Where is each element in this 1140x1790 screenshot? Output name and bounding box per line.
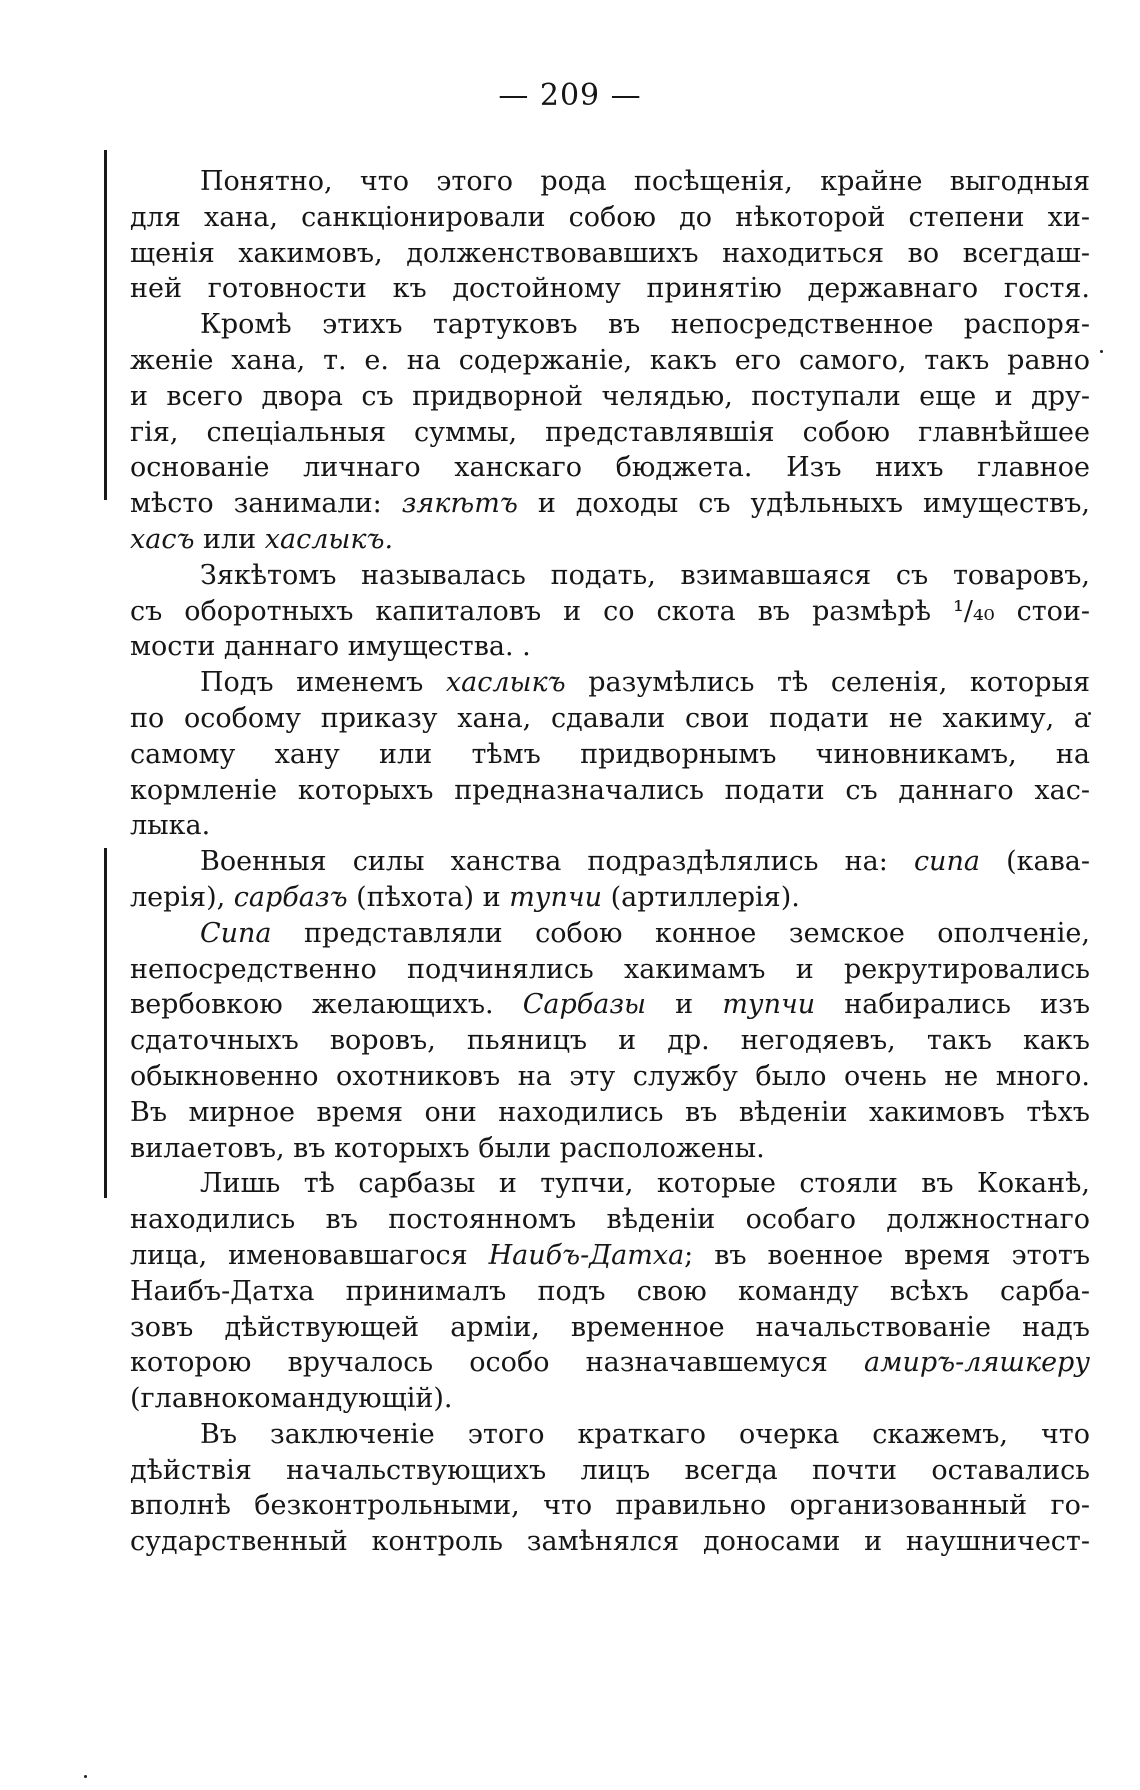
text-line: щенія хакимовъ, долженствовавшихъ находиться во всегдаш- (130, 237, 1090, 269)
text-line: Кромѣ этихъ тартуковъ въ непосредственное распоря- (200, 309, 1090, 341)
term-naib-datkha: Наибъ-Датха (488, 1239, 685, 1271)
paragraph (130, 1417, 1090, 1560)
paragraph (130, 164, 1090, 307)
term-khas: хасъ (130, 523, 195, 555)
text-line (130, 522, 1090, 558)
text-line: обыкновенно охотниковъ на эту службу было очень не много. (130, 1060, 1090, 1092)
text-fragment: вербовкою желающихъ. (130, 989, 523, 1021)
text-line: находились въ постоянномъ вѣденіи особаго должностнаго (130, 1204, 1090, 1236)
body-text (130, 164, 1090, 1560)
text-fragment: (пѣхота) и (347, 881, 510, 913)
text-fragment: или (194, 523, 265, 555)
term-khaslyk: хаслыкъ (445, 667, 566, 699)
paragraph (130, 844, 1090, 916)
text-fragment: (кава- (979, 846, 1090, 878)
margin-mark-bottom (104, 848, 107, 1198)
paragraph (130, 1166, 1090, 1417)
term-sipa: сипа (913, 846, 980, 878)
term-tupchi: тупчи (722, 989, 816, 1021)
text-line (130, 1238, 1090, 1274)
text-line: для хана, санкціонировали собою до нѣкоторой степени хи- (130, 201, 1090, 233)
text-line: кормленіе которыхъ предназначались подати съ даннаго хас- (130, 774, 1090, 806)
text-fragment: лица, именовавшагося (130, 1239, 489, 1271)
text-line (130, 916, 1090, 952)
text-line: Наибъ-Датха принималъ подъ свою команду всѣхъ сарба- (130, 1275, 1090, 1307)
text-line: Зякѣтомъ называлась подать, взимавшаяся съ товаровъ, (200, 559, 1090, 591)
text-fragment: набирались изъ (815, 989, 1090, 1021)
text-line: и всего двора съ придворной челядью, поступали еще и дру- (130, 380, 1090, 412)
text-line (130, 486, 1090, 522)
text-line: лыка. (130, 810, 211, 842)
text-line: ней готовности къ достойному принятію державнаго гостя. (130, 273, 1090, 305)
text-line: Въ мирное время они находились въ вѣденіи хакимовъ тѣхъ (130, 1096, 1090, 1128)
speck (1100, 350, 1103, 353)
text-line: самому хану или тѣмъ придворнымъ чиновникамъ, на (130, 738, 1090, 770)
text-fragment: и доходы съ удѣльныхъ имуществъ, (517, 488, 1091, 520)
speck (84, 1775, 87, 1778)
text-fragment: съ оборотныхъ капиталовъ и со скота въ размѣрѣ (130, 595, 954, 627)
text-line (130, 844, 1090, 880)
text-fragment: которою вручалось особо назначавшемуся (130, 1347, 865, 1379)
text-line (130, 665, 1090, 701)
text-line: сударственный контроль замѣнялся доносами и наушничест- (130, 1526, 1090, 1558)
text-line (130, 880, 1090, 916)
paragraph (130, 916, 1090, 1167)
text-fragment: (артиллерія). (602, 881, 800, 913)
term-amir-lyashker: амиръ-ляшкеру (864, 1347, 1090, 1379)
term-zyaket: зякѣтъ (401, 488, 518, 520)
fraction: ¹/₄₀ (953, 595, 995, 627)
text-line: по особому приказу хана, сдавали свои подати не хакиму, а (130, 702, 1090, 734)
text-line: вполнѣ безконтрольными, что правильно организованный го- (130, 1490, 1090, 1522)
page-number: — 209 — (498, 78, 642, 113)
text-line: вилаетовъ, въ которыхъ были расположены. (130, 1132, 765, 1164)
term-sarbaz: сарбазъ (233, 881, 348, 913)
text-fragment: Подъ именемъ (200, 667, 446, 699)
text-line: женіе хана, т. е. на содержаніе, какъ его самого, такъ равно (130, 344, 1090, 376)
text-line: мости даннаго имущества. . (130, 631, 531, 663)
paragraph (130, 665, 1090, 844)
text-line (130, 987, 1090, 1023)
text-line: непосредственно подчинялись хакимамъ и рекрутировались (130, 953, 1090, 985)
paragraph (130, 307, 1090, 558)
text-fragment: стои- (994, 595, 1091, 627)
text-line: дѣйствія начальствующихъ лицъ всегда почти оставались (130, 1454, 1090, 1486)
text-fragment: и (646, 989, 723, 1021)
term-sipa: Сипа (200, 917, 272, 949)
text-fragment: ; въ военное время этотъ (684, 1239, 1090, 1271)
text-fragment: мѣсто занимали: (130, 488, 402, 520)
text-line: Въ заключеніе этого краткаго очерка скажемъ, что (200, 1418, 1090, 1450)
text-line (130, 1345, 1090, 1381)
text-line: основаніе личнаго ханскаго бюджета. Изъ нихъ главное (130, 452, 1090, 484)
text-line: Лишь тѣ сарбазы и тупчи, которые стояли въ Коканѣ, (200, 1168, 1090, 1200)
term-tupchi: тупчи (509, 881, 603, 913)
text-line: Понятно, что этого рода посѣщенія, крайне выгодныя (200, 166, 1090, 197)
text-line (130, 594, 1090, 630)
text-line: сдаточныхъ воровъ, пьяницъ и др. негодяевъ, такъ какъ (130, 1025, 1090, 1057)
term-sarbazy: Сарбазы (522, 989, 647, 1021)
paragraph (130, 558, 1090, 665)
text-line: гія, спеціальныя суммы, представлявшія собою главнѣйшее (130, 416, 1090, 448)
text-fragment: лерія), (130, 881, 234, 913)
text-fragment: разумѣлись тѣ селенія, которыя (565, 667, 1090, 699)
text-fragment: представляли собою конное земское ополченіе, (271, 917, 1090, 949)
text-fragment: Военныя силы ханства подраздѣлялись на: (200, 846, 914, 878)
text-line: зовъ дѣйствующей арміи, временное начальствованіе надъ (130, 1311, 1090, 1343)
term-khaslyk: хаслыкъ. (264, 523, 394, 555)
margin-mark-top (104, 150, 107, 500)
text-line: (главнокомандующій). (130, 1383, 453, 1415)
